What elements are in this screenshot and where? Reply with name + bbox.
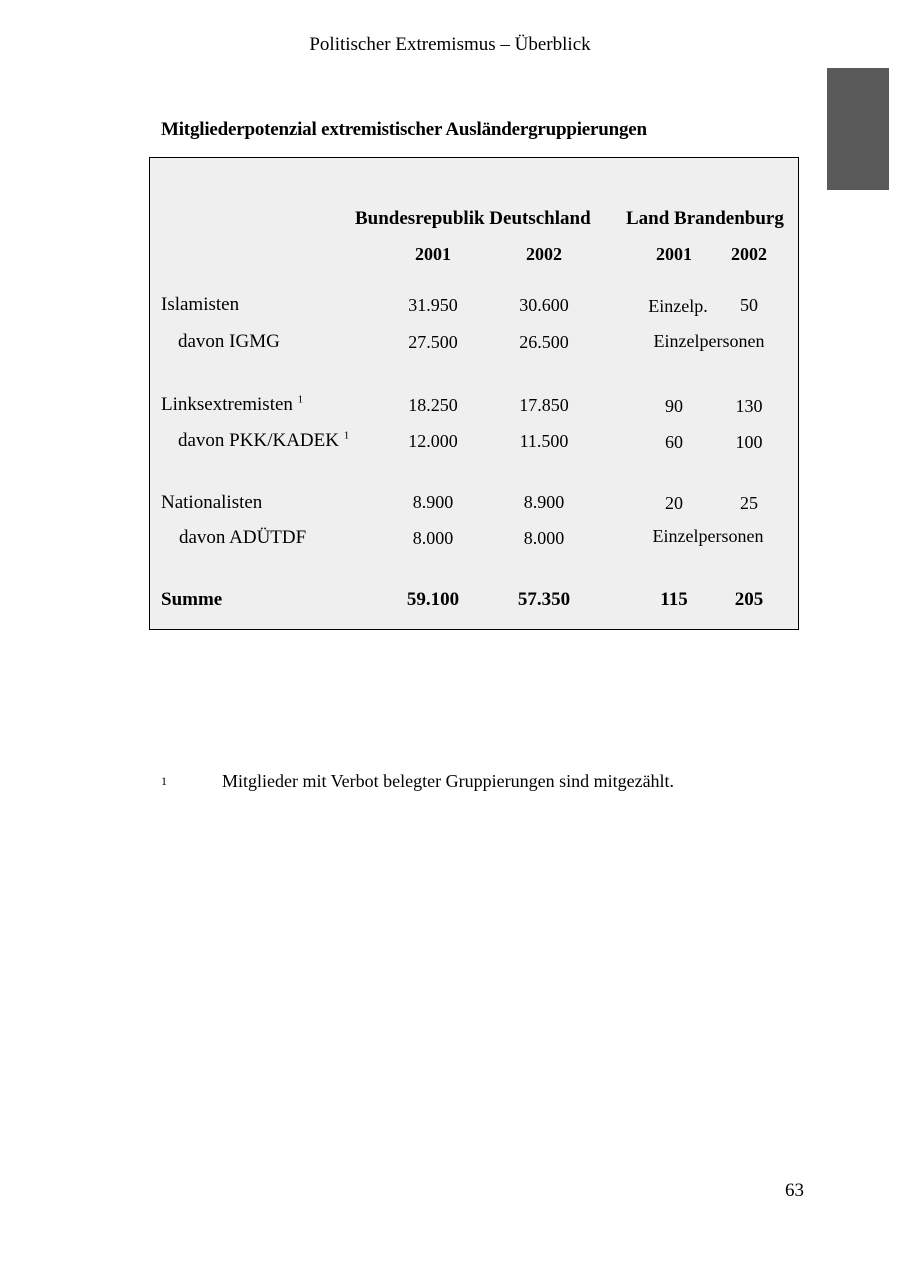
footnote-ref: 1	[297, 393, 304, 406]
table-cell: 18.250	[408, 395, 458, 415]
data-table	[149, 157, 799, 630]
page-number: 63	[785, 1180, 804, 1201]
year-header: 2002	[526, 244, 562, 264]
footnote-mark: 1	[161, 774, 167, 788]
table-cell: 8.900	[412, 492, 454, 512]
table-cell: 8.000	[412, 528, 454, 548]
table-cell-total: 115	[660, 589, 688, 610]
table-cell: 50	[740, 295, 758, 315]
year-header: 2001	[415, 244, 451, 264]
year-header: 2002	[731, 244, 767, 264]
running-header: Politischer Extremismus – Überblick	[309, 34, 591, 55]
footnote-ref: 1	[343, 429, 350, 442]
table-cell: 60	[665, 432, 683, 452]
row-label: Linksextremisten $^1$	[161, 393, 304, 415]
table-cell: 25	[740, 493, 758, 513]
footnote-text: Mitglieder mit Verbot belegter Gruppierungen sind mitgezählt.	[222, 771, 675, 791]
year-header: 2001	[656, 244, 692, 264]
table-cell: 8.000	[523, 528, 565, 548]
table-cell: 31.950	[408, 295, 458, 315]
row-label: davon IGMG	[178, 331, 280, 352]
table-cell-merged: Einzelpersonen	[652, 526, 764, 546]
table-cell: 90	[665, 396, 683, 416]
group-header-bb: Land Brandenburg	[626, 208, 784, 229]
table-cell: Einzelp.	[648, 296, 708, 316]
table-cell: 27.500	[408, 332, 458, 352]
table-cell-total: 59.100	[406, 589, 460, 610]
table-cell: 100	[735, 432, 763, 452]
table-cell-total: 57.350	[517, 589, 571, 610]
table-cell: 20	[665, 493, 683, 513]
row-label: Nationalisten	[161, 492, 263, 513]
row-label: davon ADÜTDF	[179, 527, 307, 548]
group-header-brd: Bundesrepublik Deutschland	[355, 208, 591, 229]
table-cell: 30.600	[519, 295, 569, 315]
table-title: Mitgliederpotenzial extremistischer Ausländergruppierungen	[161, 119, 647, 140]
table-cell: 17.850	[519, 395, 569, 415]
table-cell: 130	[735, 396, 763, 416]
row-label: Islamisten	[161, 294, 240, 315]
row-label: davon PKK/KADEK $^1$	[178, 429, 350, 451]
table-cell: 12.000	[408, 431, 458, 451]
table-cell-merged: Einzelpersonen	[653, 331, 765, 351]
table-cell-total: 205	[734, 589, 764, 610]
row-label-total: Summe	[161, 589, 223, 610]
table-cell: 8.900	[523, 492, 565, 512]
section-tab-marker	[827, 68, 889, 190]
table-cell: 11.500	[519, 431, 569, 451]
table-cell: 26.500	[519, 332, 569, 352]
